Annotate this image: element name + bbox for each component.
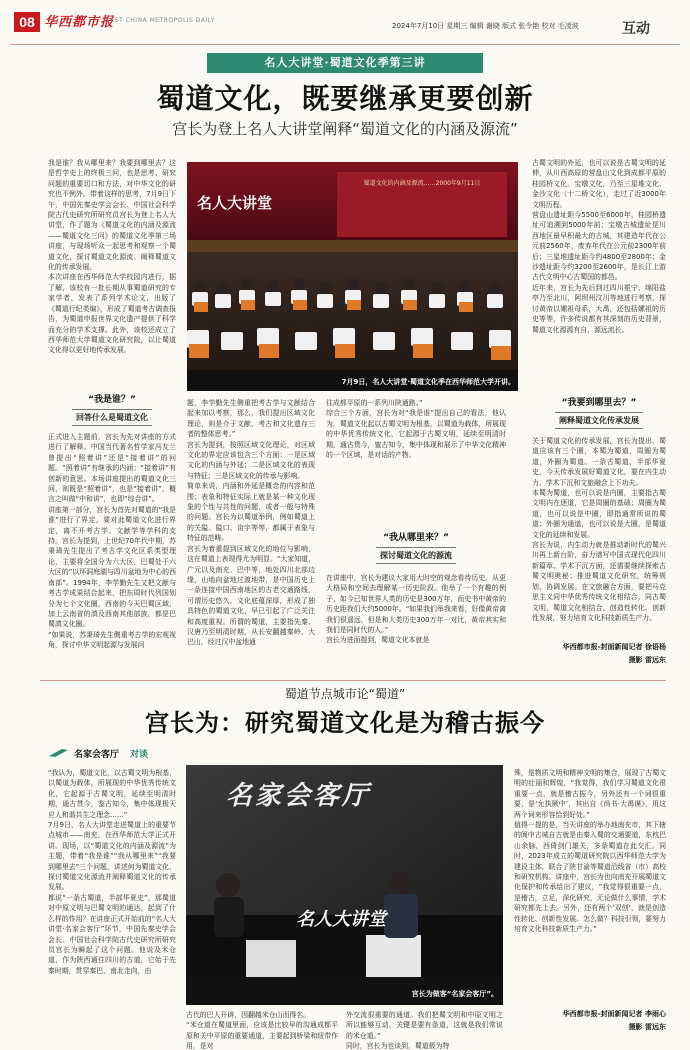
photo-banner-text: 蜀道文化的内涵及源流……2000年9月11日 bbox=[363, 180, 481, 187]
section-heading-where-from bbox=[326, 530, 506, 564]
newspaper-logo-english: WEST CHINA METROPOLIS DAILY bbox=[104, 17, 215, 24]
masthead bbox=[0, 0, 690, 44]
dialog-tag-label: 名家会客厅 bbox=[74, 750, 120, 760]
heading-question: “我是谁？” bbox=[88, 395, 136, 405]
section2-byline-photo: 摄影 雷远东 bbox=[628, 1023, 666, 1031]
brush-stroke-icon bbox=[48, 747, 70, 759]
section2-col3: 外交流很重要的通道。我们把蜀文明和中原文明之所以能够互动，关键是要有条道，这就是我们常说的米仓道。” 同时，宫长为也谈到，蜀道极为特 bbox=[346, 1011, 503, 1050]
section-name: 互动 bbox=[622, 21, 650, 37]
article1-col4-top: 古蜀文明的外延，也可以说是古蜀文明的延伸，从川西高原的营盘山文化到成都平原的桂园桥文化、宝墩文化，乃至三星堆文化、金沙文化（十二桥文化），走过了近3000年文明历程。 营盘山遗址距今5500至6000年，桂园桥遗址可追溯到5000年前；宝墩古城遗址是川西地区最早积最大的古城，其建造年代在公元前2560年，废弃年代在公元前2300年前后；三星堆遗址距今约4800至2800年；金沙遗址距今约3200至2600年，是长江上游古代文明中心古蜀国的都邑。 近年来，宫长为先后到过四川冕宁、绵阳盐亭乃至北川，阿坝州汶川等地进行考察，探讨黄帝以嫘祖母系，大禹，还包括嫘祖的历史等等，许多传说都有其深刻的历史背景，蜀道文化源源有自，源远流长。 bbox=[532, 159, 666, 334]
photo2-wall-text: 名家会客厅 bbox=[226, 781, 372, 811]
lecture-hall-photo bbox=[187, 162, 518, 391]
section-heading-who bbox=[48, 392, 176, 426]
article1-col2: 题，李学勤先生侧重把考古学与文献结合起来加以考察，那么，我们提出区域文化理论，则是介于文献、考古和文化遗存三者的整体思考。” 宫长为提到，按照区域文化理论，对区域文化的界定应该包含三个方面：一是区域文化的内涵与外延；二是区域文化的表现与特征；三是区域文化的传承与影响。 简单来说，内涵和外延是概念的内容和范围；表象和特征实际上就是某一种文化现象的个性与共性的问题，或者一般与特殊的问题。宫长为以蜀道举例，例如蜀道上的关隘、隘口、亩宇等等，都属于表象与特征的范畴。 宫长为着重提到区域文化的地位与影响，这在蜀道上表现得尤为明显。“大家知道，广元以及南充、巴中等，地处四川北部边缘，山地向盆地过渡地带，是中国历史上一条连接中国西南地区的古老交通路线，可谓历史悠久，文化底蕴深厚，形成了独具特色的蜀道文化，早已引起了广泛关注和高度重视。所谓的蜀道，主要指先秦、汉唐乃至明清时期，从长安翻越秦岭、大巴山，经过汉中盆地通 bbox=[187, 399, 315, 647]
article1-col4-bottom: 关于蜀道文化的传承发展，宫长为提出，蜀道应该有三个圈，本蜀为蜀道，周圈为蜀道，外圈为蜀道。一条古蜀道，半部华夏史，今天传承发展好蜀道文化，要在内生动力、学术下沉和文旅融合上下功夫。 本蜀为蜀道，也可以说是内圈，主要指古蜀文明内在逐道，它是周圈的基础；周圈为蜀道，也可以说是中圈，即指通常所说的蜀道；外圈为通道，也可以说是大圈，是蜀道文化的延续和发展。 宫长为说，内生动力就是推动新时代的蜀兴川再上新台阶，奋力谱写中国式现代化四川新篇章。学术下沉方面，还需要继续探索古蜀文明奥秘；推进蜀道文化研究，统筹规划，协调发展。在文旅融合方面，要把马克思主义同中华优秀传统文化相结合，同古蜀文明、蜀道文化相结合，创造性转化、创新性发展，努力培育文化科技新质生产力。 bbox=[532, 437, 666, 622]
article1-col3-top: 往成都平原的一系列川陕通路。” 综合三个方面，宫长为对“我是谁”提出自己的看法，他认为，蜀道文化起以古蜀文明为根基，以蜀道为载体，所展现的中华优秀传统文化，它起源于古蜀文明，延续至明清时期，通古贯今，蜜古知今，集中体现和展示了中华文化精神的一个区域，是对话的产物。 bbox=[326, 399, 506, 460]
photo-screen-text: 名人大讲堂 bbox=[197, 194, 273, 212]
section2-kicker: 蜀道节点城市论“蜀道” bbox=[284, 687, 406, 701]
section2-title: 宫长为：研究蜀道文化是为稽古振今 bbox=[145, 709, 545, 737]
dialog-tag-sub: 对谈 bbox=[130, 750, 149, 760]
section2-col4: 殊，是物质文明和精神文明的集合，展现了古蜀文明的壮丽和辉煌，“我觉得，我们学习蜀道文化很重要一点，就是稽古振今，另外还有一个词很重要，是‘允执厥中’，其出自《尚书·大禹谟》，用这两个词来形容恰到好处。” 值得一提的是，当天讲座的举办地南充市，其下辖的阆中古城自古就是由秦入蜀的交通要道，东枕巴山余脉，西倚剑门雄关，多条蜀道在此交汇。同时，2023年成立的蜀道研究院以西华师范大学为建设主体，联合了陕甘渝等蜀道沿线省（市）高校和研究机构。讲座中，宫长为也向南充开展蜀道文化保护和传承给出了建议，“我觉得很重要一点，是稽古，立足，深化研究，无论做什么事情，学术研究都先上去。另外，还有两个‘双创’，就是创造性转化、创新性发展。怎么做？科技引领，要努力培育文化科技新质生产力。” bbox=[514, 769, 666, 934]
heading-label: 回答什么是蜀道文化 bbox=[72, 409, 152, 426]
photo2-stage-text: 名人大讲堂 bbox=[296, 909, 386, 930]
section-heading-where-to bbox=[532, 395, 666, 429]
page-number: 08 bbox=[14, 12, 40, 32]
heading-label: 探讨蜀道文化的源流 bbox=[376, 547, 456, 564]
heading-question: “我从哪里来？” bbox=[383, 533, 449, 543]
interview-photo bbox=[186, 765, 503, 1005]
masthead-rule bbox=[10, 44, 680, 45]
article1-col1-bottom: 正式进入主题前，宫长为先对讲座的方式进行了解释。中国当代著名哲学家冯友兰曾提出“照着讲”还是“接着讲”的问题。“照着讲”有继承的内涵；“接着讲”有创新的意思。本场讲座提出的蜀道文化三问，则既是“照着讲”，也是“接着讲”，概言之叫做“中和讲”，也即“综合讲”。 讲座第一部分，宫长为首先对蜀道的“我是谁”进行了界定，要对此蜀道文化进行界定，离不开考古学、文献学等学科的支持。宫长为提到，上世纪70年代中期，苏秉琦先生提出了考古学文化区系类型理论，主要将全国分为六大区，巴蜀处于六大区的“以环洞庭湖与四川盆地为中心的西南部”。1994年，李学勤先生又把文献与考古学成果结合起来，把东周时代列国划分为七个文化圈，西南的今天巴蜀区域，加上云南省的滇及西南其他部族，都是巴蜀滇文化圈。 “如果说，苏秉琦先生侧重考古学的宏观视角，探讨中华文明起源与发展问 bbox=[48, 433, 176, 650]
article1-col1-top: 我是谁？我从哪里来？我要到哪里去？这是哲学史上的终极三问，也是思考、研究问题的重要切口和方法，对中华文化的研究也不例外。带着这样的思考，7月9日下午，中国先秦史学会会长、中国社会科学院古代史研究所研究员宫长为登上名人大讲堂，作了题为《蜀道文化的内涵及源流——蜀道文化三问》的蜀道文化季第三场讲座，与现场听众一起思考和观察一个蜀道文化，探讨蜀道文化源流、阐释蜀道文化的传承发展。 本次讲座在西华师范大学校园内进行，据了解，该校有一批长期从事蜀道研究的专家学者，发表了系列学术论文，出版了《蜀道行纪类编》，形成了蜀道考古调查报告，为蜀道申报世界文化遗产提供了科学而充分的学术支撑。此外，该校还成立了西华师范大学蜀道文化研究院，以让蜀道文化得以更好地传承发展。 bbox=[48, 159, 176, 355]
article1-byline-photo: 摄影 雷远东 bbox=[628, 656, 666, 664]
heading-label: 阐释蜀道文化传承发展 bbox=[555, 412, 643, 429]
dialog-tag bbox=[48, 745, 173, 761]
page-title: 蜀道文化，既要继承更要创新 bbox=[156, 82, 534, 115]
date-line: 2024年7月10日 星期三 编辑 谢晓 版式 张令艳 校对 毛凌波 bbox=[392, 22, 579, 30]
photo-caption: 7月9日，名人大讲堂·蜀道文化季在西华师范大学开讲。 bbox=[341, 378, 515, 386]
newspaper-logo: 华西都市报 bbox=[44, 15, 115, 30]
article1-col3-bottom: 在讲座中，宫长为建议大家用大时空的观念看待历史，从更大格局和空间去理解某一历史阶段。他举了一个有趣的例子，如今已知世界人类的历史是300万年，而史书中黄帝的历史距我们大约5000年。“如果我们举我来看，好像黄帝离我们很遥远，但是和人类历史300万年一对比，黄帝其实和我们是同时代的人。” 宫长为进而提到，蜀道文化本就是 bbox=[326, 574, 506, 645]
section2-col1: “我认为，蜀道文化，以古蜀文明为根基，以蜀道为载体，所展现的中华优秀传统文化，它起源于古蜀文明，延续至明清时期，通古贯今，鉴古知今，集中体现极天应人和谐共生之理念……” 7月9日，名人大讲堂走进蜀道上的重要节点城市——南充，在西华师范大学正式开讲。现场，以“蜀道文化的内涵及源流”为主题，带着“我是谁”“我从哪里来”“我要到哪里去”三个问题，讲述何为蜀道文化，探讨蜀道文化源流并阐释蜀道文化的传承发展。 都说“一条古蜀道，半部华夏史”，那蜀道对中原文明与巴蜀文明的通达，起到了什么样的作用？在讲座正式开始前的“名人大讲堂·名家会客厅”环节，中国先秦史学会会长、中国社会科学院古代史研究所研究员宫长为瞬起了这个问题。他说及米仓道，作为陕西通往四川的古道，它始于先秦时期，贯穿秦巴，南北走向，由 bbox=[48, 769, 176, 975]
section2-col2: 古代的巴人开辟，因翻越米仓山而得名。 “米仓道在蜀道里面，应该是比较早的沟通成都平原和关中平原的重要通道，主要起到桥梁和纽带作用，是对 bbox=[186, 1011, 338, 1050]
article1-byline-reporter: 华西都市报-封面新闻记者 徐语杨 bbox=[562, 643, 666, 651]
series-banner: 名人大讲堂·蜀道文化季第三讲 bbox=[207, 53, 483, 73]
page-subtitle: 宫长为登上名人大讲堂阐释“蜀道文化的内涵及源流” bbox=[172, 120, 518, 138]
section-divider bbox=[40, 680, 666, 681]
section2-byline-reporter: 华西都市报-封面新闻记者 李雨心 bbox=[562, 1010, 666, 1018]
heading-question: “我要到哪里去？” bbox=[561, 398, 637, 408]
photo2-caption: 宫长为做客“名家会客厅”。 bbox=[411, 990, 498, 998]
